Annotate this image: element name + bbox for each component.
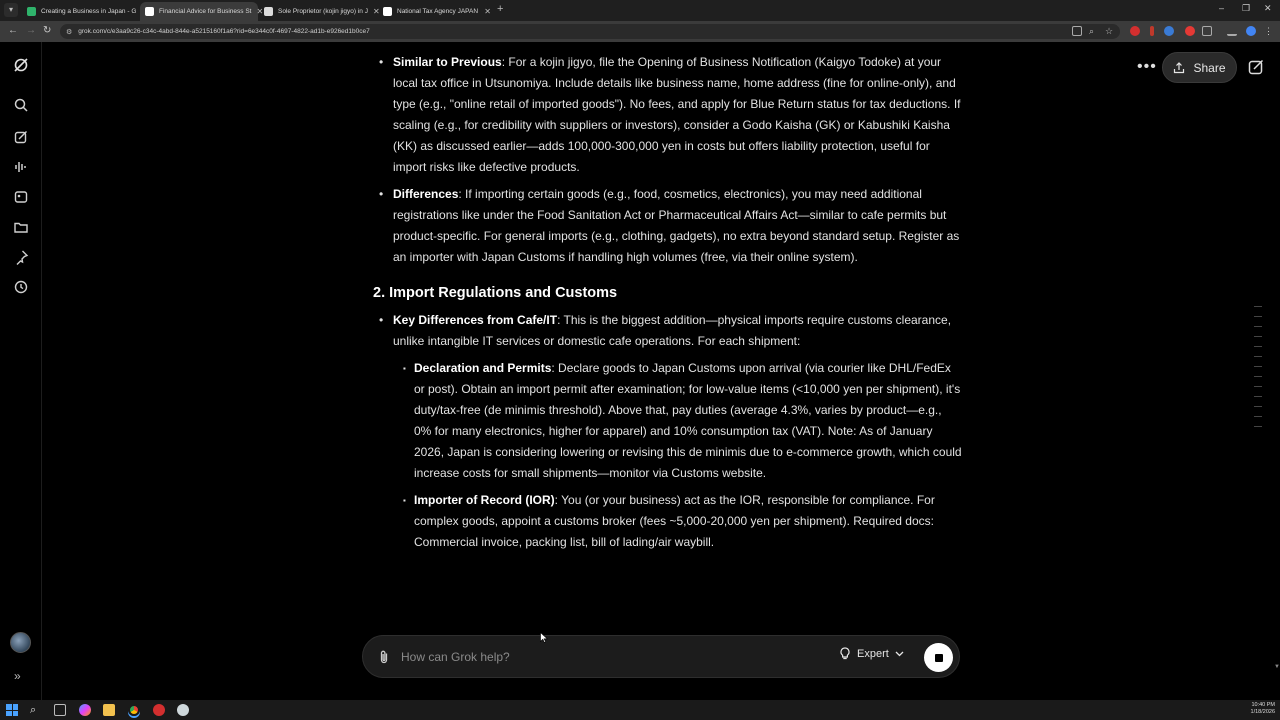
- bullet-text: : This is the biggest addition—physical imports require customs clearance, unlike intangible IT services or domestic cafe operations. For each shipment:: [393, 313, 952, 348]
- install-app-icon[interactable]: [1072, 26, 1082, 36]
- clock-date: 1/18/2026: [1250, 709, 1275, 715]
- url-text: grok.com/c/e3aa9c26-c34c-4abd-844e-a5215160f1a6?rid=6e344c0f-4697-4822-ad1b-e926ed1b0ce7: [78, 28, 370, 35]
- bullet-label: Similar to Previous: [393, 55, 502, 69]
- bullet-text: : You (or your business) act as the IOR, responsible for compliance. For complex goods, appoint a customs broker (fees ~5,000-20,000 yen per shipment). Required docs: Commercial invoice, packing list, bill of lading/air waybill.: [414, 493, 935, 549]
- extension-blue-icon[interactable]: [1164, 26, 1174, 36]
- bullet-text: : Declare goods to Japan Customs upon arrival (via courier like DHL/FedEx or post). Obtain an import permit after examination; for low-value items (<10,000 yen per shipment), it's duty/tax-free (de minimis threshold). Above that, pay duties (average 4.3%, varies by product—e.g., 0% for many electronics, higher for apparel) and 10% consumption tax (VAT). Note: As of January 2026, Japan is considering lowering or revising this de minimis due to e-commerce growth, which could increase costs for small shipments—monitor via Customs website.: [414, 361, 962, 480]
- zoom-icon[interactable]: ⌕: [1089, 26, 1095, 36]
- start-windows-icon[interactable]: [6, 704, 18, 716]
- section-heading: 2. Import Regulations and Customs: [373, 285, 618, 301]
- share-upload-icon: [1173, 62, 1185, 74]
- model-mode-selector[interactable]: [839, 647, 904, 660]
- bullet-label: Importer of Record (IOR): [414, 493, 555, 507]
- tab-title: Creating a Business in Japan - G: [41, 8, 137, 15]
- app-red-icon[interactable]: [153, 704, 165, 716]
- tab-title: Sole Proprietor (kojin jigyo) in J: [278, 8, 368, 15]
- browser-tab-bar: [0, 0, 1280, 21]
- close-window-icon[interactable]: ✕: [1264, 3, 1272, 13]
- extension-bar-icon[interactable]: [1150, 26, 1154, 36]
- profile-icon[interactable]: [1246, 26, 1256, 36]
- reading-list-icon[interactable]: [1227, 26, 1237, 36]
- response-content: [372, 52, 962, 553]
- search-icon[interactable]: [13, 97, 29, 113]
- edit-icon[interactable]: [1247, 58, 1265, 76]
- list-item: [372, 310, 962, 352]
- grok-favicon-icon: [145, 7, 154, 16]
- file-explorer-icon[interactable]: [103, 704, 115, 716]
- extension-record-icon[interactable]: [1185, 26, 1195, 36]
- restore-icon[interactable]: ❐: [1242, 3, 1251, 13]
- close-tab-icon[interactable]: ✕: [484, 7, 491, 16]
- grok-sidebar: [0, 42, 42, 700]
- back-icon[interactable]: ←: [8, 25, 18, 36]
- browser-tab-2[interactable]: [140, 2, 264, 21]
- list-item: [372, 184, 962, 268]
- browser-tab-3[interactable]: [256, 2, 380, 21]
- clock-time: 10:40 PM: [1251, 702, 1275, 708]
- url-field[interactable]: [60, 24, 1120, 39]
- extension-red-icon[interactable]: [1130, 26, 1140, 36]
- sheets-favicon-icon: [27, 7, 36, 16]
- address-bar-row: [0, 21, 1280, 42]
- bullet-label: Differences: [393, 187, 459, 201]
- windows-taskbar: [0, 700, 1280, 720]
- search-icon[interactable]: ⌕: [30, 704, 37, 716]
- prompt-input[interactable]: [401, 646, 821, 668]
- scroll-down-arrow-icon[interactable]: ▼: [1274, 664, 1280, 670]
- attach-paperclip-icon[interactable]: [377, 649, 391, 665]
- forward-icon[interactable]: →: [26, 25, 36, 36]
- browser-tab-1[interactable]: [22, 2, 140, 21]
- app-gray-icon[interactable]: [177, 704, 189, 716]
- projects-folder-icon[interactable]: [13, 219, 29, 235]
- nta-favicon-icon: [383, 7, 392, 16]
- reload-icon[interactable]: ↻: [43, 25, 52, 36]
- bullet-text: : For a kojin jigyo, file the Opening of Business Notification (Kaigyo Todoke) at your local tax office in Utsunomiya. Include details like business name, home address (fine for online-only), and type (e.g., "online retail of imported goods"). No fees, and apply for Blue Return status for tax deductions. If scaling (e.g., for credibility with suppliers or investors), consider a Godo Kaisha (GK) or Kabushiki Kaisha (KK) as discussed earlier—adds 100,000-300,000 yen in costs but offers liability protection, useful for import risks like defective products.: [393, 55, 961, 174]
- sub-list-item: [372, 358, 962, 484]
- bullet-label: Declaration and Permits: [414, 361, 552, 375]
- expand-sidebar-icon[interactable]: »: [14, 669, 21, 683]
- mode-label: Expert: [857, 647, 889, 660]
- stop-generation-button[interactable]: [924, 643, 953, 672]
- copilot-icon[interactable]: [79, 704, 91, 716]
- task-view-icon[interactable]: [54, 704, 66, 716]
- sub-list-item: [372, 490, 962, 553]
- imagine-icon[interactable]: [13, 189, 29, 205]
- browser-tab-4[interactable]: [378, 2, 496, 21]
- pin-icon[interactable]: [13, 249, 29, 265]
- share-button[interactable]: [1162, 52, 1237, 83]
- prompt-composer: [362, 635, 960, 678]
- conversation-minimap[interactable]: [1254, 306, 1264, 436]
- bullet-label: Key Differences from Cafe/IT: [393, 313, 558, 327]
- system-clock[interactable]: [1251, 702, 1275, 716]
- new-tab-icon[interactable]: +: [497, 3, 504, 15]
- chrome-icon[interactable]: [128, 704, 140, 716]
- chevron-down-icon: [895, 651, 904, 657]
- avatar[interactable]: [10, 632, 31, 653]
- tab-title: National Tax Agency JAPAN: [397, 8, 479, 15]
- lightbulb-icon: [839, 647, 851, 660]
- new-chat-icon[interactable]: [13, 129, 29, 145]
- site-info-icon[interactable]: ⚙: [66, 28, 73, 36]
- mouse-cursor-icon: [540, 632, 548, 643]
- tab-search-icon[interactable]: ▾: [4, 3, 18, 17]
- voice-icon[interactable]: [13, 159, 29, 175]
- browser-menu-icon[interactable]: ⋮: [1264, 26, 1273, 36]
- grok-favicon-icon: [264, 7, 273, 16]
- stop-icon: [935, 654, 943, 662]
- grok-logo-icon[interactable]: [13, 57, 29, 73]
- bookmark-star-icon[interactable]: ☆: [1105, 26, 1114, 36]
- tab-title: Financial Advice for Business St: [159, 8, 252, 15]
- more-options-icon[interactable]: •••: [1137, 58, 1157, 75]
- list-item: [372, 52, 962, 178]
- share-label: Share: [1193, 60, 1226, 75]
- extensions-puzzle-icon[interactable]: [1202, 26, 1212, 36]
- close-tab-icon[interactable]: ✕: [372, 7, 380, 16]
- close-tab-icon[interactable]: ✕: [256, 7, 264, 16]
- minimize-icon[interactable]: –: [1219, 3, 1225, 13]
- history-icon[interactable]: [13, 279, 29, 295]
- bullet-text: : If importing certain goods (e.g., food, cosmetics, electronics), you may need additional registrations like under the Food Sanitation Act or Pharmaceutical Affairs Act—similar to cafe permits but product-specific. For general imports (e.g., clothing, gadgets), no extra beyond standard setup. Register as an importer with Japan Customs if handling high volumes (free, via their online system).: [393, 187, 960, 264]
